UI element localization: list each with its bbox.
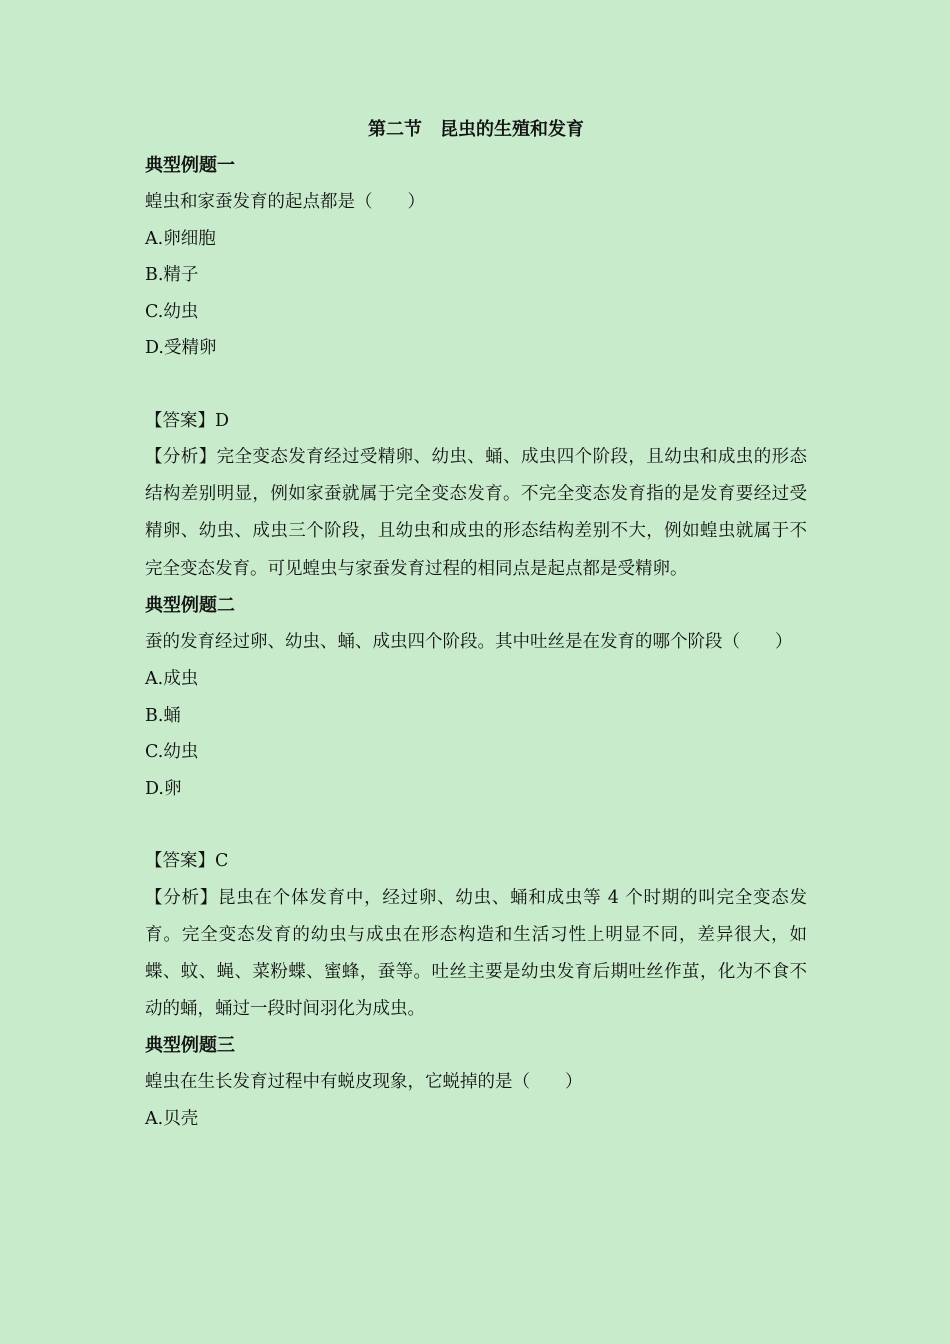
- option-c: C.幼虫: [145, 301, 199, 322]
- option-b: B.蛹: [145, 705, 181, 726]
- analysis-paragraph: [145, 439, 807, 588]
- spacer: [145, 807, 807, 843]
- analysis-text: 昆虫在个体发育中，经过卵、幼虫、蛹和成虫等 4 个时期的叫完全变态发育。完全变态发育的幼虫与成虫在形态构造和生活习性上明显不同，差异很大，如蝶、蚊、蝇、菜粉蝶、蜜蜂，蚕等。吐丝主要是幼虫发育后期吐丝作茧，化为不食不动的蛹，蛹过一段时间羽化为成虫。: [145, 887, 807, 1020]
- option-d: D.卵: [145, 778, 182, 799]
- option-a: A.成虫: [145, 669, 199, 690]
- section-title: 第二节 昆虫的生殖和发育: [368, 119, 584, 140]
- analysis-label: 【分析】: [145, 887, 219, 908]
- answer-line: [145, 403, 807, 440]
- option-a: A.贝壳: [145, 1108, 199, 1129]
- question-text: 蝗虫和家蚕发育的起点都是（ ）: [145, 192, 425, 212]
- option-a: A.卵细胞: [145, 228, 216, 249]
- document-page: [145, 112, 807, 1137]
- analysis-label: 【分析】: [145, 447, 217, 467]
- example-heading: 典型例题二: [145, 594, 235, 616]
- answer-value: D: [215, 410, 230, 431]
- question-text: 蝗虫在生长发育过程中有蜕皮现象，它蜕掉的是（ ）: [145, 1072, 583, 1093]
- spacer: [145, 367, 807, 403]
- analysis-paragraph: [145, 880, 807, 1029]
- question-text: 蚕的发育经过卵、幼虫、蛹、成虫四个阶段。其中吐丝是在发育的哪个阶段（ ）: [145, 631, 793, 652]
- option-c: C.幼虫: [145, 742, 199, 763]
- analysis-text: 完全变态发育经过受精卵、幼虫、蛹、成虫四个阶段，且幼虫和成虫的形态结构差别明显，例如家蚕就属于完全变态发育。不完全变态发育指的是发育要经过受精卵、幼虫、成虫三个阶段，且幼虫和成虫的形态结构差别不大，例如蝗虫就属于不完全变态发育。可见蝗虫与家蚕发育过程的相同点是起点都是受精卵。: [145, 447, 808, 579]
- option-b: B.精子: [145, 265, 199, 285]
- example-heading: 典型例题三: [145, 1035, 235, 1057]
- option-d: D.受精卵: [145, 338, 217, 358]
- example-heading: 典型例题一: [145, 155, 235, 176]
- answer-label: 【答案】: [145, 410, 215, 431]
- answer-line: [145, 843, 807, 880]
- answer-label: 【答案】: [145, 851, 215, 872]
- answer-value: C: [215, 851, 229, 872]
